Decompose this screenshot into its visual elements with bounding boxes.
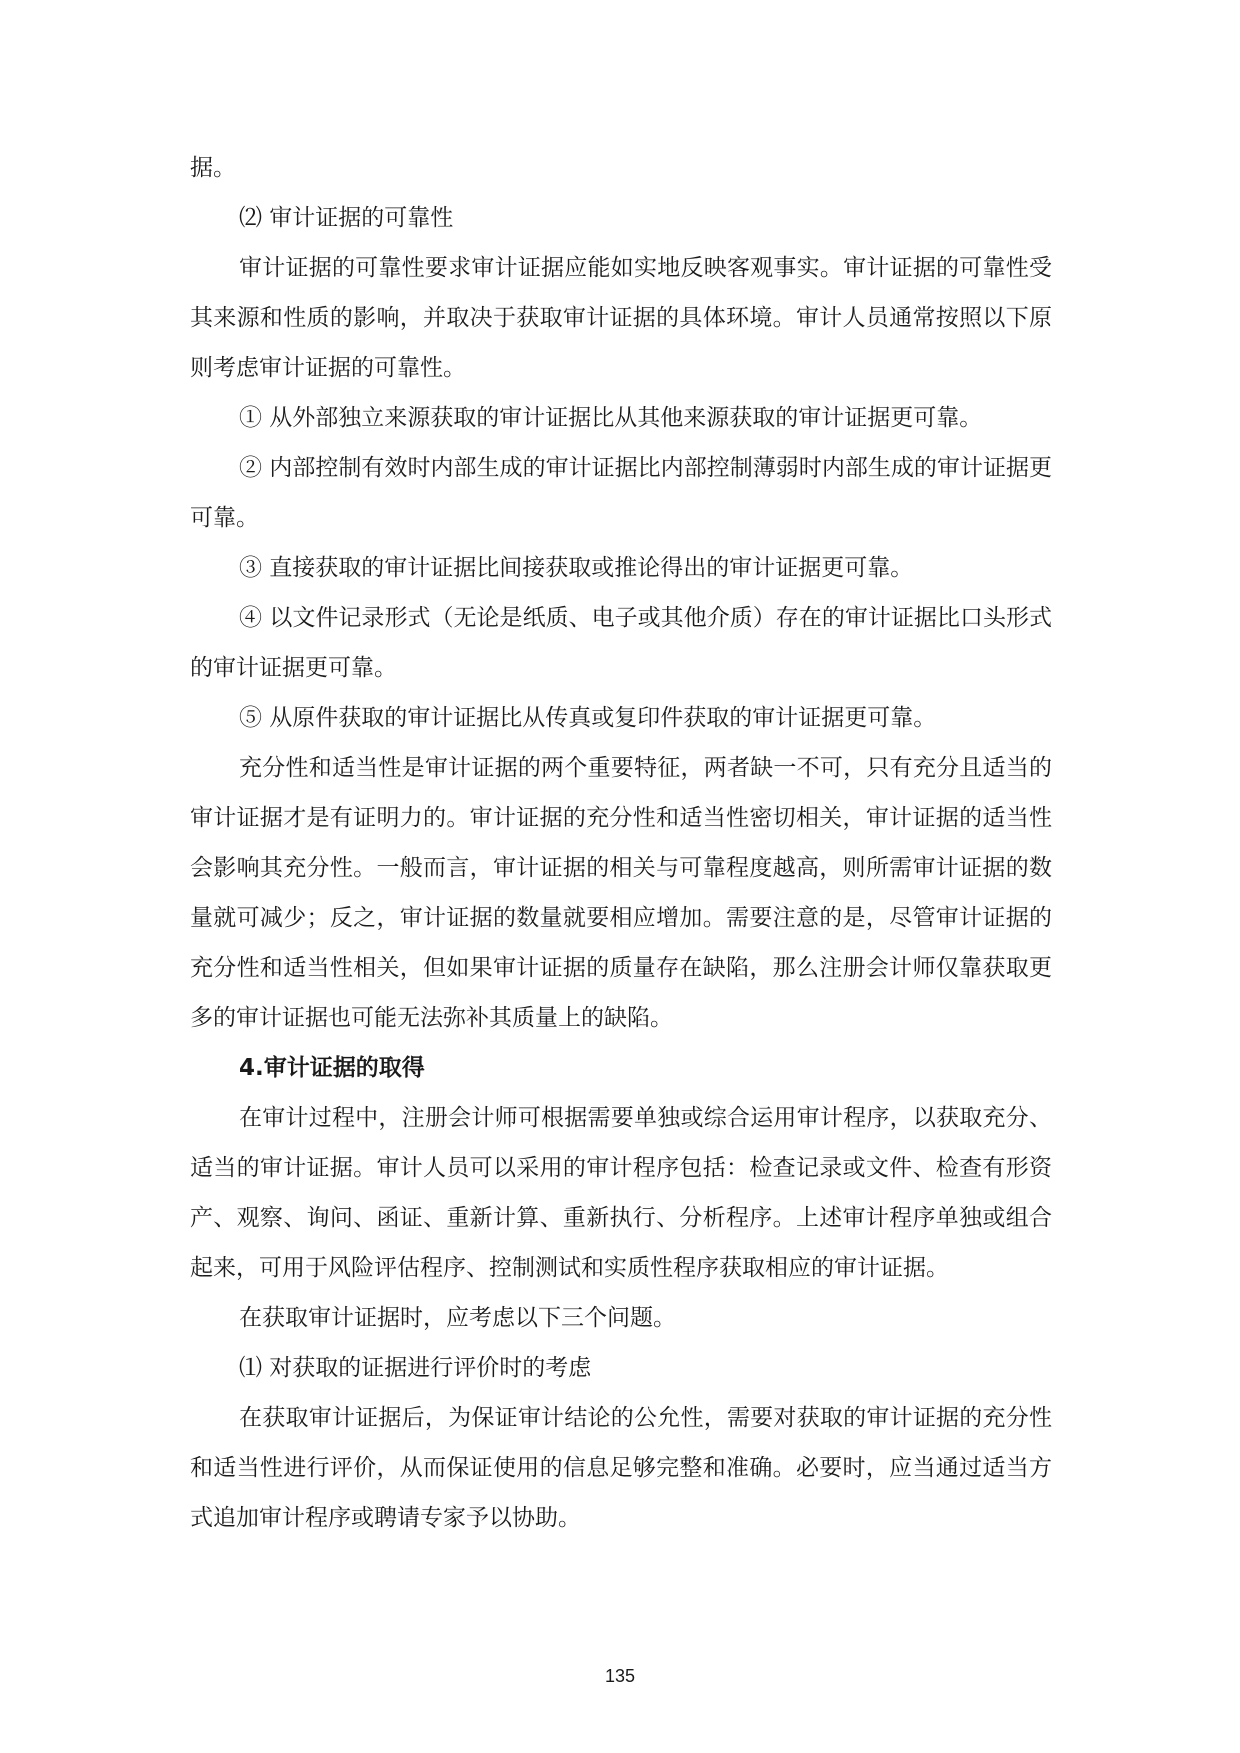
paragraph-three-issues: 在获取审计证据时，应考虑以下三个问题。 [239, 1305, 676, 1331]
principle-item-5: ⑤ 从原件获取的审计证据比从传真或复印件获取的审计证据更可靠。 [239, 705, 937, 731]
document-body [190, 143, 1052, 1543]
subheading-evaluation: ⑴ 对获取的证据进行评价时的考虑 [239, 1355, 592, 1381]
paragraph-sufficiency-appropriateness: 充分性和适当性是审计证据的两个重要特征，两者缺一不可，只有充分且适当的审计证据才是有证明力的。审计证据的充分性和适当性密切相关，审计证据的适当性会影响其充分性。一般而言，审计证据的相关与可靠程度越高，则所需审计证据的数量就可减少；反之，审计证据的数量就要相应增加。需要注意的是，尽管审计证据的充分性和适当性相关，但如果审计证据的质量存在缺陷，那么注册会计师仅靠获取更多的审计证据也可能无法弥补其质量上的缺陷。 [190, 755, 1052, 1031]
paragraph-continuation: 据。 [190, 155, 236, 181]
paragraph-evaluation: 在获取审计证据后，为保证审计结论的公允性，需要对获取的审计证据的充分性和适当性进行评价，从而保证使用的信息足够完整和准确。必要时，应当通过适当方式追加审计程序或聘请专家予以协助。 [190, 1405, 1052, 1531]
principle-item-4: ④ 以文件记录形式（无论是纸质、电子或其他介质）存在的审计证据比口头形式的审计证据更可靠。 [190, 605, 1052, 681]
principle-item-1: ① 从外部独立来源获取的审计证据比从其他来源获取的审计证据更可靠。 [239, 405, 983, 431]
page-number: 135 [604, 1666, 636, 1686]
subheading-reliability: ⑵ 审计证据的可靠性 [239, 205, 454, 231]
paragraph-reliability-intro: 审计证据的可靠性要求审计证据应能如实地反映客观事实。审计证据的可靠性受其来源和性质的影响，并取决于获取审计证据的具体环境。审计人员通常按照以下原则考虑审计证据的可靠性。 [190, 255, 1052, 381]
principle-item-2: ② 内部控制有效时内部生成的审计证据比内部控制薄弱时内部生成的审计证据更可靠。 [190, 455, 1052, 531]
section-heading-obtaining-evidence: 4.审计证据的取得 [239, 1055, 425, 1081]
paragraph-audit-procedures: 在审计过程中，注册会计师可根据需要单独或综合运用审计程序，以获取充分、适当的审计证据。审计人员可以采用的审计程序包括：检查记录或文件、检查有形资产、观察、询问、函证、重新计算、重新执行、分析程序。上述审计程序单独或组合起来，可用于风险评估程序、控制测试和实质性程序获取相应的审计证据。 [190, 1105, 1052, 1281]
principle-item-3: ③ 直接获取的审计证据比间接获取或推论得出的审计证据更可靠。 [239, 555, 914, 581]
